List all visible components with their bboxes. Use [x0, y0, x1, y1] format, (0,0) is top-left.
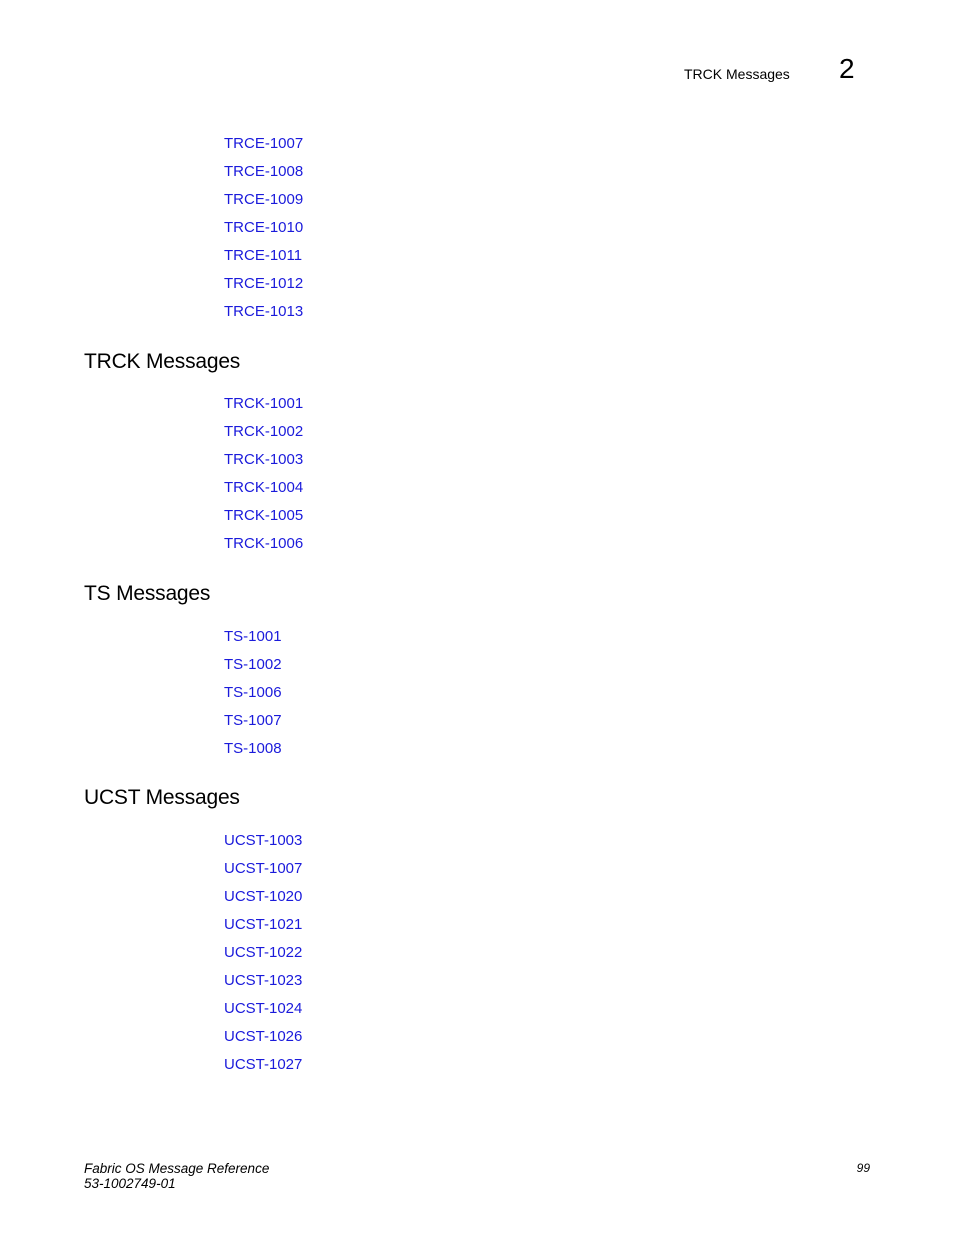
message-link-trce-1009[interactable]: TRCE-1009 — [224, 191, 304, 208]
message-link-trce-1008[interactable]: TRCE-1008 — [224, 163, 304, 180]
footer-doc-title: Fabric OS Message Reference — [84, 1161, 270, 1176]
section-heading-ts: TS Messages — [84, 582, 211, 605]
message-link-trce-1010[interactable]: TRCE-1010 — [224, 219, 304, 236]
message-link-ts-1006[interactable]: TS-1006 — [224, 684, 282, 701]
message-link-trck-1001[interactable]: TRCK-1001 — [224, 395, 304, 412]
message-link-trce-1007[interactable]: TRCE-1007 — [224, 135, 304, 152]
message-link-ucst-1027[interactable]: UCST-1027 — [224, 1056, 303, 1073]
message-link-ucst-1007[interactable]: UCST-1007 — [224, 860, 303, 877]
footer-document-info — [84, 1161, 269, 1191]
message-link-ucst-1023[interactable]: UCST-1023 — [224, 972, 303, 989]
footer-page-number: 99 — [856, 1161, 870, 1175]
footer-doc-number: 53-1002749-01 — [84, 1176, 176, 1191]
section-heading-ucst: UCST Messages — [84, 786, 240, 809]
message-link-ts-1001[interactable]: TS-1001 — [224, 628, 282, 645]
ts-link-list — [224, 628, 282, 768]
section-heading-trck: TRCK Messages — [84, 350, 241, 373]
message-link-trck-1002[interactable]: TRCK-1002 — [224, 423, 304, 440]
message-link-ucst-1024[interactable]: UCST-1024 — [224, 1000, 303, 1017]
message-link-ucst-1021[interactable]: UCST-1021 — [224, 916, 303, 933]
message-link-ts-1002[interactable]: TS-1002 — [224, 656, 282, 673]
running-header-title: TRCK Messages — [684, 66, 790, 82]
message-link-trck-1004[interactable]: TRCK-1004 — [224, 479, 304, 496]
trce-link-list — [224, 135, 303, 331]
message-link-ucst-1020[interactable]: UCST-1020 — [224, 888, 303, 905]
message-link-trck-1003[interactable]: TRCK-1003 — [224, 451, 304, 468]
message-link-trce-1011[interactable]: TRCE-1011 — [224, 247, 303, 264]
message-link-ucst-1022[interactable]: UCST-1022 — [224, 944, 303, 961]
message-link-trce-1013[interactable]: TRCE-1013 — [224, 303, 304, 320]
message-link-trck-1005[interactable]: TRCK-1005 — [224, 507, 304, 524]
message-link-trce-1012[interactable]: TRCE-1012 — [224, 275, 304, 292]
chapter-number: 2 — [839, 53, 855, 84]
ucst-link-list — [224, 832, 302, 1084]
message-link-trck-1006[interactable]: TRCK-1006 — [224, 535, 304, 552]
message-link-ucst-1003[interactable]: UCST-1003 — [224, 832, 303, 849]
message-link-ts-1007[interactable]: TS-1007 — [224, 712, 282, 729]
trck-link-list — [224, 395, 303, 563]
message-link-ts-1008[interactable]: TS-1008 — [224, 740, 282, 757]
message-link-ucst-1026[interactable]: UCST-1026 — [224, 1028, 303, 1045]
